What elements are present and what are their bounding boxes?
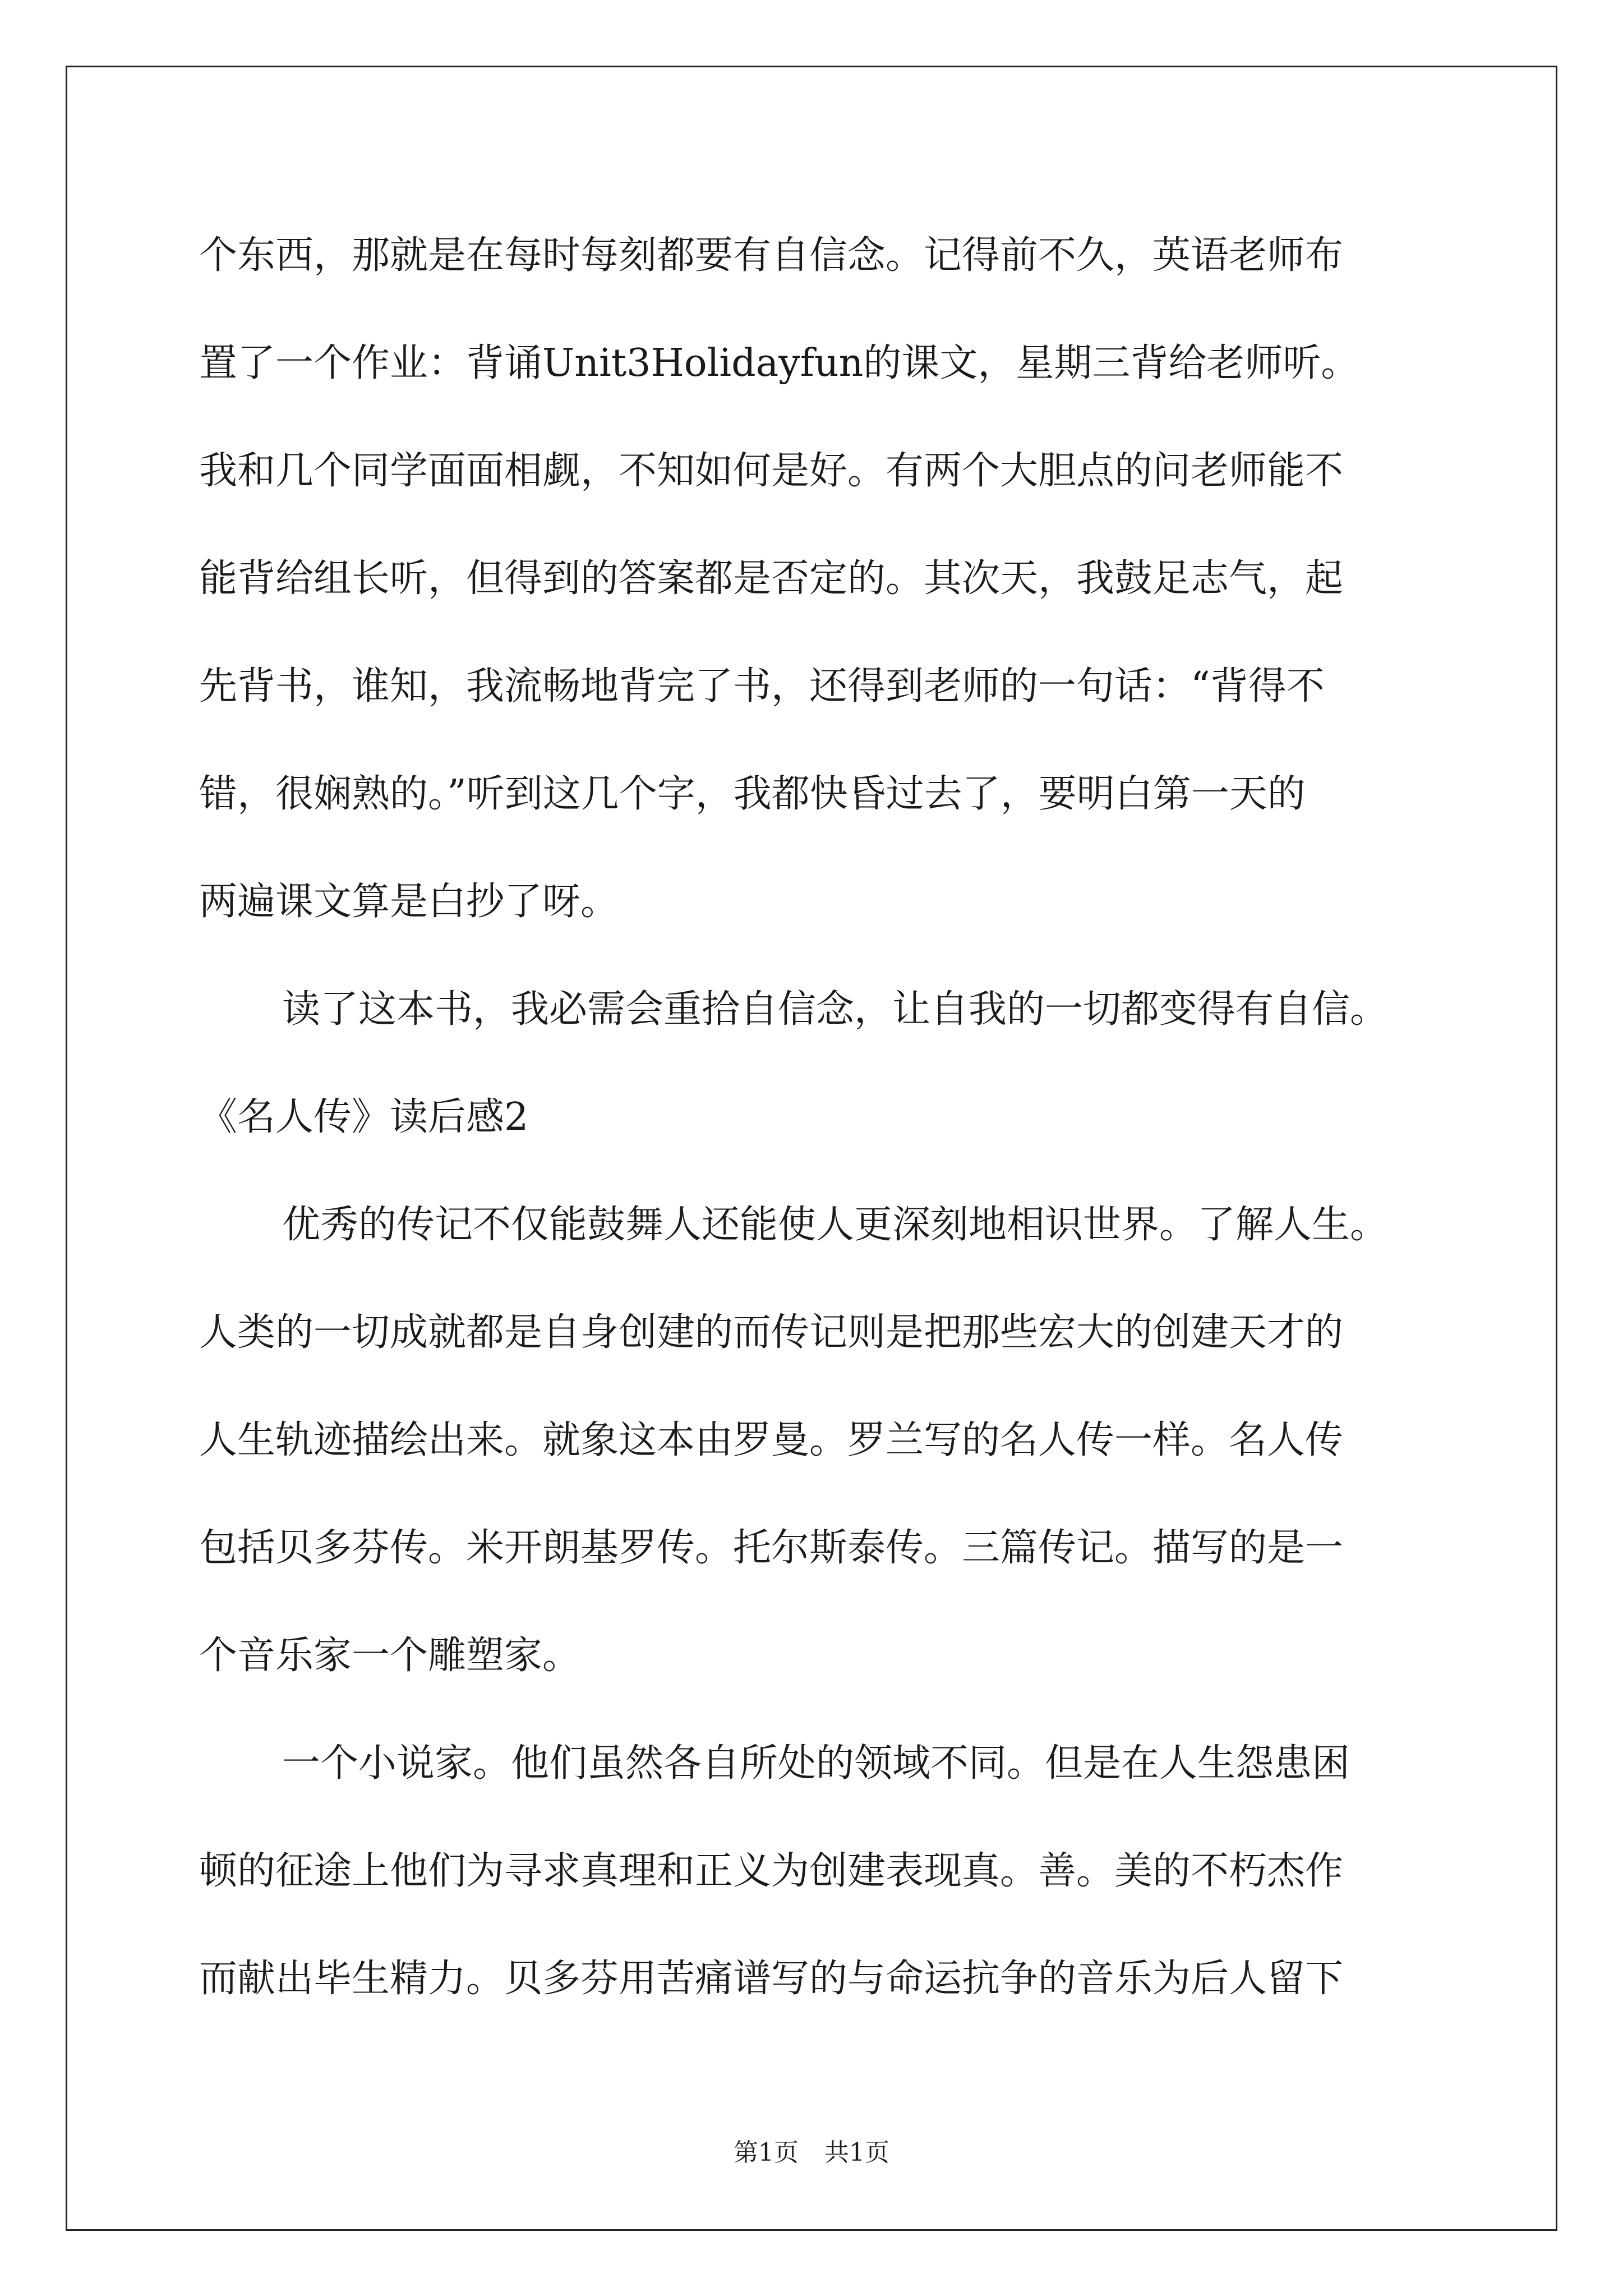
text-line-5: 先背书，谁知，我流畅地背完了书，还得到老师的一句话：“背得不: [199, 664, 1325, 708]
text-line-10: 优秀的传记不仅能鼓舞人还能使人更深刻地相识世界。了解人生。: [282, 1203, 1389, 1247]
text-line-1: 个东西，那就是在每时每刻都要有自信念。记得前不久，英语老师布: [199, 233, 1344, 278]
text-line-17: 而献出毕生精力。贝多芬用苦痛谱写的与命运抗争的音乐为后人留下: [199, 1957, 1344, 2001]
text-line-3: 我和几个同学面面相觑，不知如何是好。有两个大胆点的问老师能不: [199, 449, 1344, 493]
text-line-12: 人生轨迹描绘出来。就象这本由罗曼。罗兰写的名人传一样。名人传: [199, 1418, 1344, 1462]
page-total: 共1页: [824, 2138, 889, 2167]
document-body: [199, 202, 1450, 2033]
text-line-11: 人类的一切成就都是自身创建的而传记则是把那些宏大的创建天才的: [199, 1310, 1344, 1355]
text-line-4: 能背给组长听，但得到的答案都是否定的。其次天，我鼓足志气，起: [199, 556, 1344, 601]
text-line-8: 读了这本书，我必需会重拾自信念，让自我的一切都变得有自信。: [282, 987, 1389, 1032]
section-heading: 《名人传》读后感2: [199, 1095, 529, 1139]
text-line-7: 两遍课文算是白抄了呀。: [199, 880, 619, 924]
text-line-13: 包括贝多芬传。米开朗基罗传。托尔斯泰传。三篇传记。描写的是一: [199, 1526, 1344, 1570]
text-line-14: 个音乐家一个雕塑家。: [199, 1634, 581, 1678]
page-number: 第1页: [734, 2138, 799, 2167]
text-line-2: 置了一个作业：背诵Unit3Holidayfun的课文，星期三背给老师听。: [199, 341, 1359, 385]
text-line-16: 顿的征途上他们为寻求真理和正义为创建表现真。善。美的不朽杰作: [199, 1849, 1344, 1893]
text-line-6: 错，很娴熟的。”听到这几个字，我都快昏过去了，要明白第一天的: [199, 772, 1306, 816]
text-line-15: 一个小说家。他们虽然各自所处的领域不同。但是在人生怨患困: [282, 1741, 1350, 1786]
page-footer: [0, 2136, 1623, 2170]
